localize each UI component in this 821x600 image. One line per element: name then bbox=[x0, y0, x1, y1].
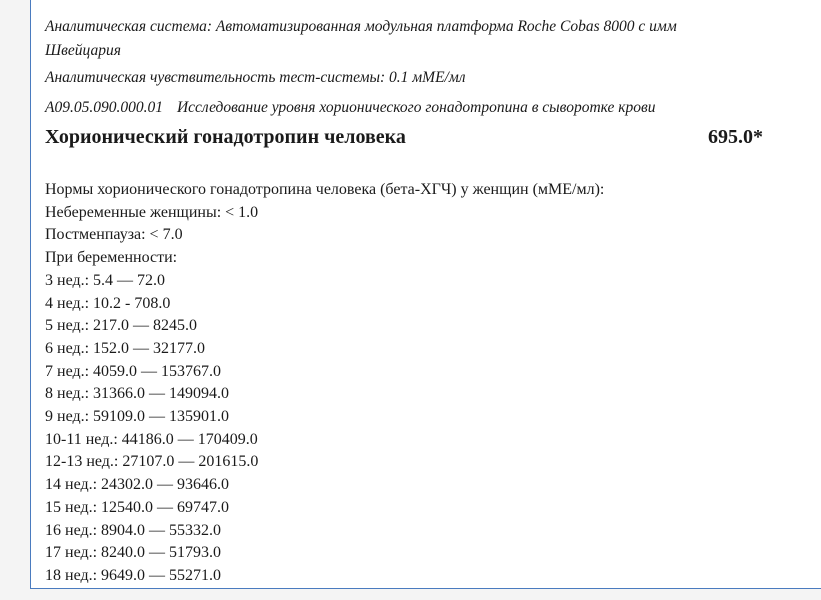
norm-week-row: 7 нед.: 4059.0 — 153767.0 bbox=[45, 362, 222, 380]
norms-block bbox=[45, 179, 604, 588]
norm-week-row: 4 нед.: 10.2 - 708.0 bbox=[45, 294, 171, 312]
norm-week-row: 16 нед.: 8904.0 — 55332.0 bbox=[45, 521, 222, 539]
norm-week-row: 12-13 нед.: 27107.0 — 201615.0 bbox=[45, 453, 259, 471]
norm-week-row: 9 нед.: 59109.0 — 135901.0 bbox=[45, 408, 230, 426]
norms-title: Нормы хорионического гонадотропина человека (бета-ХГЧ) у женщин (мМЕ/мл): bbox=[45, 181, 605, 198]
norm-week-row: 14 нед.: 24302.0 — 93646.0 bbox=[45, 476, 230, 494]
analytic-system-line2: Швейцария bbox=[45, 42, 121, 59]
norm-postmenopause: Постменпауза: < 7.0 bbox=[45, 226, 183, 244]
norm-week-row: 8 нед.: 31366.0 — 149094.0 bbox=[45, 385, 230, 403]
lab-report-page bbox=[30, 0, 821, 589]
study-code: A09.05.090.000.01 bbox=[45, 99, 163, 116]
study-line bbox=[45, 99, 656, 117]
study-name: Исследование уровня хорионического гонадотропина в сыворотке крови bbox=[176, 99, 656, 116]
test-name: Хорионический гонадотропин человека bbox=[45, 126, 406, 148]
sensitivity-line: Аналитическая чувствительность тест-системы: 0.1 мМЕ/мл bbox=[45, 69, 466, 86]
analytic-system-line1: Аналитическая система: Автоматизированная модульная платформа Roche Cobas 8000 с имм bbox=[45, 18, 677, 35]
norm-non-pregnant: Небеременные женщины: < 1.0 bbox=[45, 203, 259, 221]
norm-week-row: 17 нед.: 8240.0 — 51793.0 bbox=[45, 544, 222, 562]
pregnancy-header: При беременности: bbox=[45, 249, 178, 267]
test-value: 695.0* bbox=[708, 126, 763, 148]
norm-week-row: 10-11 нед.: 44186.0 — 170409.0 bbox=[45, 430, 258, 448]
norm-week-row: 6 нед.: 152.0 — 32177.0 bbox=[45, 339, 206, 357]
norm-week-row: 18 нед.: 9649.0 — 55271.0 bbox=[45, 566, 222, 584]
norm-week-row: 15 нед.: 12540.0 — 69747.0 bbox=[45, 498, 230, 516]
norm-week-row: 5 нед.: 217.0 — 8245.0 bbox=[45, 317, 198, 335]
norm-week-row: 3 нед.: 5.4 — 72.0 bbox=[45, 271, 166, 289]
